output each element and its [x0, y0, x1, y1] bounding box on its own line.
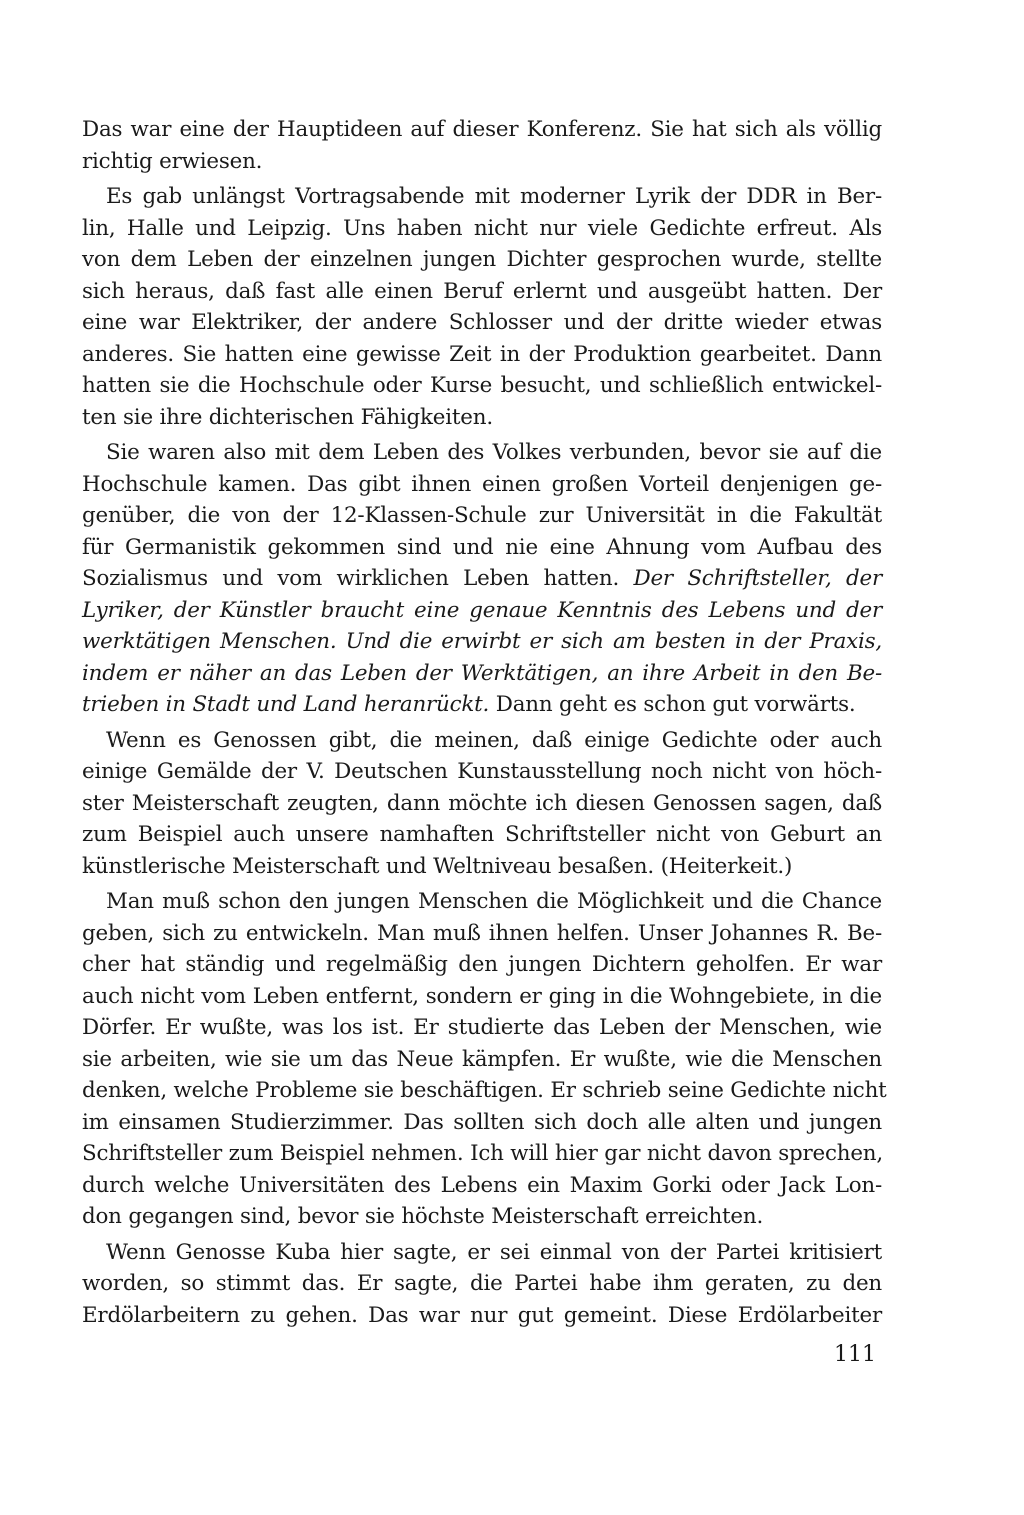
text-line	[82, 626, 882, 658]
text-line	[82, 689, 882, 721]
text-line	[82, 437, 882, 469]
text-run: zum Beispiel auch unsere namhaften Schriftsteller nicht von Geburt an	[82, 822, 882, 847]
text-line	[82, 886, 882, 918]
text-run: sie arbeiten, wie sie um das Neue kämpfen. Er wußte, wie die Menschen	[82, 1046, 882, 1072]
text-line	[82, 339, 882, 371]
text-run: denken, welche Probleme sie beschäftigen. Er schrieb seine Gedichte nicht	[82, 1078, 887, 1103]
paragraph	[82, 886, 887, 1233]
italic-text: werktätigen Menschen. Und die erwirbt er sich am besten in der Praxis,	[82, 629, 882, 654]
text-line	[82, 658, 882, 690]
text-run: richtig erwiesen.	[82, 148, 263, 174]
text-line	[82, 595, 882, 627]
text-line	[82, 1012, 882, 1044]
paragraph	[82, 114, 882, 177]
text-run: Wenn Genosse Kuba hier sagte, er sei einmal von der Partei kritisiert	[106, 1239, 882, 1265]
text-run: Schriftsteller zum Beispiel nehmen. Ich will hier gar nicht davon sprechen,	[82, 1141, 883, 1166]
text-run: cher hat ständig und regelmäßig den jungen Dichtern geholfen. Er war	[82, 952, 882, 977]
italic-text: Der Schriftsteller, der	[633, 566, 882, 591]
text-line	[82, 370, 882, 402]
text-line	[82, 981, 882, 1013]
text-run: künstlerische Meisterschaft und Weltniveau besaßen. (Heiterkeit.)	[82, 853, 793, 879]
text-run: anderes. Sie hatten eine gewisse Zeit in der Produktion gearbeitet. Dann	[82, 341, 882, 367]
italic-text: Lyriker, der Künstler braucht eine genaue Kenntnis des Lebens und der	[82, 597, 882, 623]
text-line	[82, 1300, 882, 1332]
text-run: don gegangen sind, bevor sie höchste Meisterschaft erreichten.	[82, 1204, 764, 1229]
text-line	[82, 788, 882, 820]
text-line	[82, 114, 882, 146]
text-line	[82, 213, 882, 245]
text-line	[82, 1201, 882, 1233]
text-run: ten sie ihre dichterischen Fähigkeiten.	[82, 404, 493, 430]
text-run: worden, so stimmt das. Er sagte, die Partei habe ihm geraten, zu den	[82, 1271, 882, 1296]
text-run: Es gab unlängst Vortragsabende mit moderner Lyrik der DDR in Ber-	[106, 184, 882, 209]
text-run: Wenn es Genossen gibt, die meinen, daß einige Gedichte oder auch	[106, 727, 882, 753]
text-run: ster Meisterschaft zeugten, dann möchte ich diesen Genossen sagen, daß	[82, 790, 882, 816]
text-line	[82, 1170, 882, 1202]
text-run: im einsamen Studierzimmer. Das sollten sich doch alle alten und jungen	[82, 1109, 882, 1135]
text-line	[82, 1268, 882, 1300]
text-line	[82, 819, 882, 851]
paragraph	[82, 1237, 882, 1332]
italic-text: trieben in Stadt und Land heranrückt.	[82, 692, 490, 717]
paragraph	[82, 437, 882, 721]
text-line	[82, 1075, 887, 1107]
text-run: Das war eine der Hauptideen auf dieser Konferenz. Sie hat sich als völlig	[82, 117, 882, 142]
text-line	[82, 244, 882, 276]
text-run: Man muß schon den jungen Menschen die Möglichkeit und die Chance	[106, 889, 882, 914]
text-run: Dann geht es schon gut vorwärts.	[489, 692, 856, 717]
text-line	[82, 500, 882, 532]
text-line	[82, 469, 882, 501]
text-line	[82, 146, 882, 178]
text-line	[82, 402, 882, 434]
text-run: für Germanistik gekommen sind und nie eine Ahnung vom Aufbau des	[82, 534, 882, 560]
text-line	[82, 1237, 882, 1269]
text-line	[82, 181, 882, 213]
text-run: sich heraus, daß fast alle einen Beruf erlernt und ausgeübt hatten. Der	[82, 278, 882, 304]
text-run: lin, Halle und Leipzig. Uns haben nicht nur viele Gedichte erfreut. Als	[82, 215, 882, 241]
text-line	[82, 1044, 882, 1076]
text-run: auch nicht vom Leben entfernt, sondern er ging in die Wohngebiete, in die	[82, 983, 882, 1009]
body-text	[82, 114, 887, 1335]
text-line	[82, 276, 882, 308]
text-line	[82, 307, 882, 339]
text-line	[82, 918, 882, 950]
text-line	[82, 949, 882, 981]
text-run: Hochschule kamen. Das gibt ihnen einen großen Vorteil denjenigen ge-	[82, 471, 882, 497]
text-run: Sozialismus und vom wirklichen Leben hatten.	[82, 566, 634, 591]
text-line	[82, 725, 882, 757]
text-run: eine war Elektriker, der andere Schlosser und der dritte wieder etwas	[82, 310, 882, 335]
italic-text: indem er näher an das Leben der Werktätigen, an ihre Arbeit in den Be-	[82, 660, 882, 686]
text-run: genüber, die von der 12-Klassen-Schule zur Universität in die Fakultät	[82, 503, 882, 528]
text-line	[82, 1107, 882, 1139]
paragraph	[82, 725, 882, 883]
text-run: Sie waren also mit dem Leben des Volkes verbunden, bevor sie auf die	[106, 440, 882, 465]
text-line	[82, 563, 882, 595]
text-run: einige Gemälde der V. Deutschen Kunstausstellung noch nicht von höch-	[82, 759, 882, 784]
page-number: 111	[834, 1342, 876, 1367]
text-run: Dörfer. Er wußte, was los ist. Er studierte das Leben der Menschen, wie	[82, 1015, 882, 1040]
text-line	[82, 851, 882, 883]
text-line	[82, 1138, 882, 1170]
text-run: von dem Leben der einzelnen jungen Dichter gesprochen wurde, stellte	[82, 247, 882, 272]
text-line	[82, 532, 882, 564]
text-run: Erdölarbeitern zu gehen. Das war nur gut gemeint. Diese Erdölarbeiter	[82, 1302, 882, 1328]
text-run: hatten sie die Hochschule oder Kurse besucht, und schließlich entwickel-	[82, 373, 882, 398]
text-line	[82, 756, 882, 788]
text-run: geben, sich zu entwickeln. Man muß ihnen helfen. Unser Johannes R. Be-	[82, 920, 882, 946]
text-run: durch welche Universitäten des Lebens ein Maxim Gorki oder Jack Lon-	[82, 1172, 882, 1198]
paragraph	[82, 181, 882, 433]
